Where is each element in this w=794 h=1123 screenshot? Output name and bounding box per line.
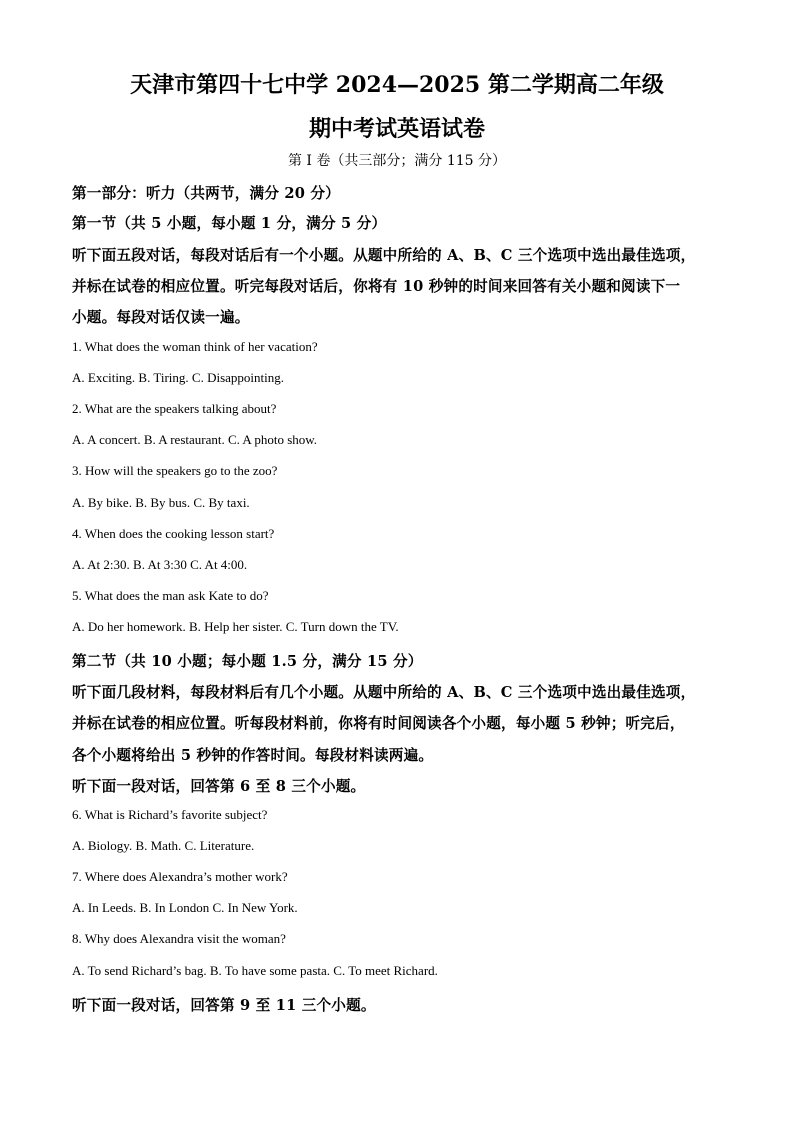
question-text: 4. When does the cooking lesson start? (72, 526, 275, 541)
section2-instruction-line: 并标在试卷的相应位置。听每段材料前，你将有时间阅读各个小题，每小题 5 秒钟；听完后， (72, 715, 685, 732)
question-text: 6. What is Richard’s favorite subject? (72, 807, 268, 822)
exam-title-line1: 天津市第四十七中学 2024—2025 第二学期高二年级 (130, 72, 664, 98)
section1-heading: 第一节（共 5 小题，每小题 1 分，满分 5 分） (72, 215, 387, 232)
section2-instruction-line: 各个小题将给出 5 秒钟的作答时间。每段材料读两遍。 (72, 747, 434, 764)
group-heading: 听下面一段对话，回答第 9 至 11 三个小题。 (72, 997, 376, 1014)
question-options: A. Do her homework. B. Help her sister. C. Turn down the TV. (72, 619, 399, 634)
section2-heading: 第二节（共 10 小题；每小题 1.5 分，满分 15 分） (72, 653, 423, 670)
question-text: 5. What does the man ask Kate to do? (72, 588, 269, 603)
question-options: A. To send Richard’s bag. B. To have some pasta. C. To meet Richard. (72, 963, 438, 978)
question-text: 3. How will the speakers go to the zoo? (72, 463, 278, 478)
question-options: A. A concert. B. A restaurant. C. A photo show. (72, 432, 318, 447)
section1-instruction-line: 小题。每段对话仅读一遍。 (72, 309, 250, 326)
question-text: 2. What are the speakers talking about? (72, 401, 277, 416)
question-options: A. Biology. B. Math. C. Literature. (72, 838, 255, 853)
question-options: A. At 2:30. B. At 3:30 C. At 4:00. (72, 557, 248, 572)
group-heading: 听下面一段对话，回答第 6 至 8 三个小题。 (72, 778, 366, 795)
part1-heading: 第一部分：听力（共两节，满分 20 分） (72, 185, 340, 202)
question-options: A. By bike. B. By bus. C. By taxi. (72, 495, 250, 510)
question-options: A. Exciting. B. Tiring. C. Disappointing. (72, 370, 284, 385)
question-options: A. In Leeds. B. In London C. In New York. (72, 900, 298, 915)
exam-title-line2: 期中考试英语试卷 (308, 116, 485, 142)
question-text: 8. Why does Alexandra visit the woman? (72, 931, 286, 946)
question-text: 7. Where does Alexandra’s mother work? (72, 869, 288, 884)
section1-instruction-line: 并标在试卷的相应位置。听完每段对话后，你将有 10 秒钟的时间来回答有关小题和阅读下一 (72, 278, 681, 295)
volume-info: 第 I 卷（共三部分；满分 115 分） (287, 153, 507, 169)
question-text: 1. What does the woman think of her vacation? (72, 339, 318, 354)
section2-instruction-line: 听下面几段材料，每段材料后有几个小题。从题中所给的 A、B、C 三个选项中选出最佳选项， (72, 684, 696, 701)
section1-instruction-line: 听下面五段对话，每段对话后有一个小题。从题中所给的 A、B、C 三个选项中选出最佳选项， (72, 247, 696, 264)
